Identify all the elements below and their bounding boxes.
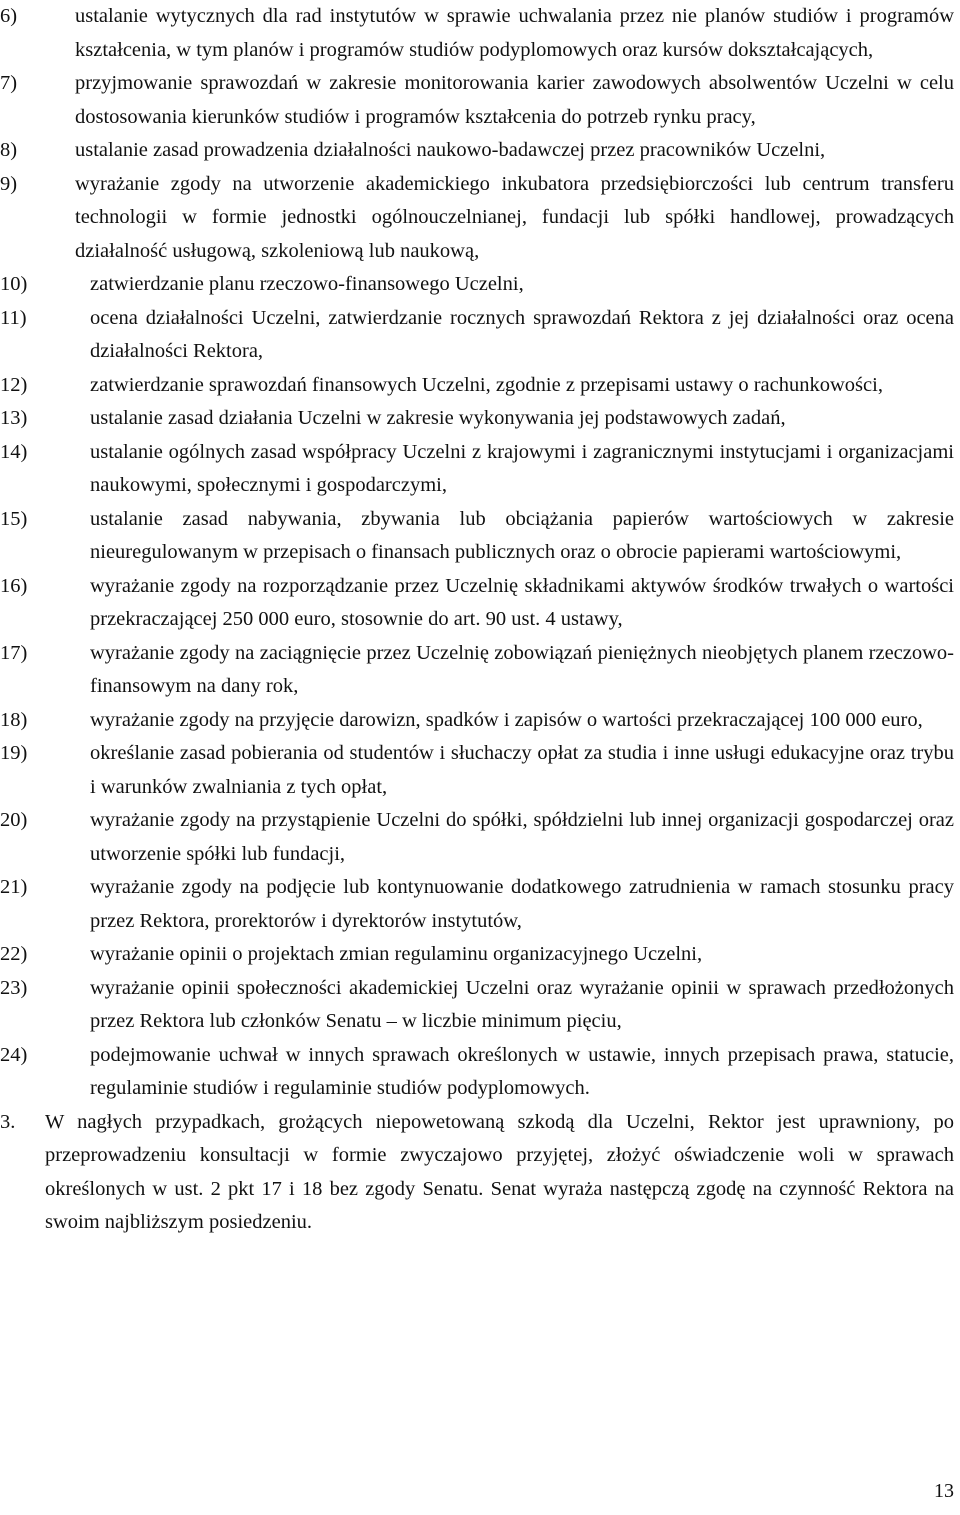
item-number: 21) bbox=[0, 876, 28, 898]
list-item bbox=[0, 302, 954, 369]
item-text: wyrażanie opinii o projektach zmian regulaminu organizacyjnego Uczelni, bbox=[90, 943, 703, 965]
item-number: 10) bbox=[0, 273, 28, 295]
page-number: 13 bbox=[934, 1480, 954, 1502]
item-number: 18) bbox=[0, 708, 28, 731]
item-text: ustalanie wytycznych dla rad instytutów w sprawie uchwalania przez nie planów studiów i programów kształcenia, w tym planów i programów studiów podyplomowych oraz kursów dokształcających, bbox=[75, 5, 954, 61]
list-item bbox=[0, 402, 954, 436]
list-item bbox=[0, 704, 954, 738]
list-item bbox=[0, 637, 954, 704]
item-number: 8) bbox=[0, 139, 18, 161]
list-item bbox=[0, 570, 954, 637]
item-text: wyrażanie opinii społeczności akademickiej Uczelni oraz wyrażanie opinii w sprawach przedłożonych przez Rektora lub członków Senatu – w liczbie minimum pięciu, bbox=[90, 976, 954, 1032]
item-number: 23) bbox=[0, 976, 28, 999]
item-text: podejmowanie uchwał w innych sprawach określonych w ustawie, innych przepisach prawa, statucie, regulaminie studiów i regulaminie studiów podyplomowych. bbox=[90, 1043, 954, 1099]
item-text: ocena działalności Uczelni, zatwierdzanie rocznych sprawozdań Rektora z jej działalności oraz ocena działalności Rektora, bbox=[90, 306, 954, 362]
item-number: 19) bbox=[0, 742, 28, 764]
item-text: wyrażanie zgody na rozporządzanie przez Uczelnię składnikami aktywów środków trwałych o wartości przekraczającej 250 000 euro, stosownie do art. 90 ust. 4 ustawy, bbox=[90, 574, 954, 630]
list-item bbox=[0, 503, 954, 570]
list-item bbox=[0, 0, 954, 67]
item-text: wyrażanie zgody na podjęcie lub kontynuowanie dodatkowego zatrudnienia w ramach stosunku pracy przez Rektora, prorektorów i dyrektorów instytutów, bbox=[90, 876, 954, 932]
list-item bbox=[0, 1039, 954, 1106]
item-text: wyrażanie zgody na przyjęcie darowizn, spadków i zapisów o wartości przekraczającej 100 000 euro, bbox=[90, 708, 923, 731]
list-item bbox=[0, 168, 954, 269]
item-number: 11) bbox=[0, 306, 27, 329]
list-item bbox=[0, 871, 954, 938]
item-text: wyrażanie zgody na utworzenie akademickiego inkubatora przedsiębiorczości lub centrum transferu technologii w formie jednostki ogólnouczelnianej, fundacji lub spółki handlowej, prowadzących działalność usługową, szkoleniową lub naukową, bbox=[75, 172, 954, 262]
item-number: 7) bbox=[0, 72, 18, 94]
list-items-6-9 bbox=[0, 0, 960, 268]
list-item bbox=[0, 67, 954, 134]
item-number: 14) bbox=[0, 440, 28, 463]
list-item bbox=[0, 938, 954, 972]
section-text: W nagłych przypadkach, grożących niepowetowaną szkodą dla Uczelni, Rektor jest uprawniony, po przeprowadzeniu konsultacji w formie zwyczajowo przyjętej, złożyć oświadczenie woli w sprawach określonych w ust. 2 pkt 17 i 18 bez zgody Senatu. Senat wyraża następczą zgodę na czynność Rektora na swoim najbliższym posiedzeniu. bbox=[45, 1110, 954, 1233]
item-number: 13) bbox=[0, 407, 28, 429]
item-text: zatwierdzanie sprawozdań finansowych Uczelni, zgodnie z przepisami ustawy o rachunkowości, bbox=[90, 373, 883, 396]
item-text: wyrażanie zgody na przystąpienie Uczelni do spółki, spółdzielni lub innej organizacji gospodarczej oraz utworzenie spółki lub fundacji, bbox=[90, 809, 954, 865]
list-item bbox=[0, 972, 954, 1039]
item-text: określanie zasad pobierania od studentów i słuchaczy opłat za studia i inne usługi edukacyjne oraz trybu i warunków zwalniania z tych opłat, bbox=[90, 742, 954, 798]
item-number: 15) bbox=[0, 507, 28, 530]
section-3-paragraph bbox=[0, 1106, 954, 1240]
list-item bbox=[0, 134, 954, 168]
section-number: 3. bbox=[0, 1110, 16, 1133]
list-item bbox=[0, 369, 954, 403]
item-number: 6) bbox=[0, 5, 18, 27]
item-number: 24) bbox=[0, 1043, 28, 1066]
item-text: przyjmowanie sprawozdań w zakresie monitorowania karier zawodowych absolwentów Uczelni w celu dostosowania kierunków studiów i programów kształcenia do potrzeb rynku pracy, bbox=[75, 72, 954, 128]
item-text: wyrażanie zgody na zaciągnięcie przez Uczelnię zobowiązań pieniężnych nieobjętych planem rzeczowo-finansowym na dany rok, bbox=[90, 641, 954, 697]
item-text: ustalanie zasad nabywania, zbywania lub obciążania papierów wartościowych w zakresie nieuregulowanym w przepisach o finansach publicznych oraz o obrocie papierami wartościowymi, bbox=[90, 507, 954, 563]
item-number: 20) bbox=[0, 809, 28, 831]
list-item bbox=[0, 268, 954, 302]
item-number: 22) bbox=[0, 943, 28, 965]
item-text: ustalanie zasad prowadzenia działalności naukowo-badawczej przez pracowników Uczelni, bbox=[75, 139, 826, 161]
item-number: 12) bbox=[0, 373, 28, 396]
item-text: ustalanie ogólnych zasad współpracy Uczelni z krajowymi i zagranicznymi instytucjami i organizacjami naukowymi, społecznymi i gospodarczymi, bbox=[90, 440, 954, 496]
item-text: zatwierdzanie planu rzeczowo-finansowego Uczelni, bbox=[90, 273, 524, 295]
list-item bbox=[0, 737, 954, 804]
item-text: ustalanie zasad działania Uczelni w zakresie wykonywania jej podstawowych zadań, bbox=[90, 407, 786, 429]
item-number: 16) bbox=[0, 574, 28, 597]
list-item bbox=[0, 436, 954, 503]
item-number: 17) bbox=[0, 641, 28, 664]
list-items-10-24 bbox=[0, 268, 960, 1106]
item-number: 9) bbox=[0, 172, 18, 195]
list-item bbox=[0, 804, 954, 871]
